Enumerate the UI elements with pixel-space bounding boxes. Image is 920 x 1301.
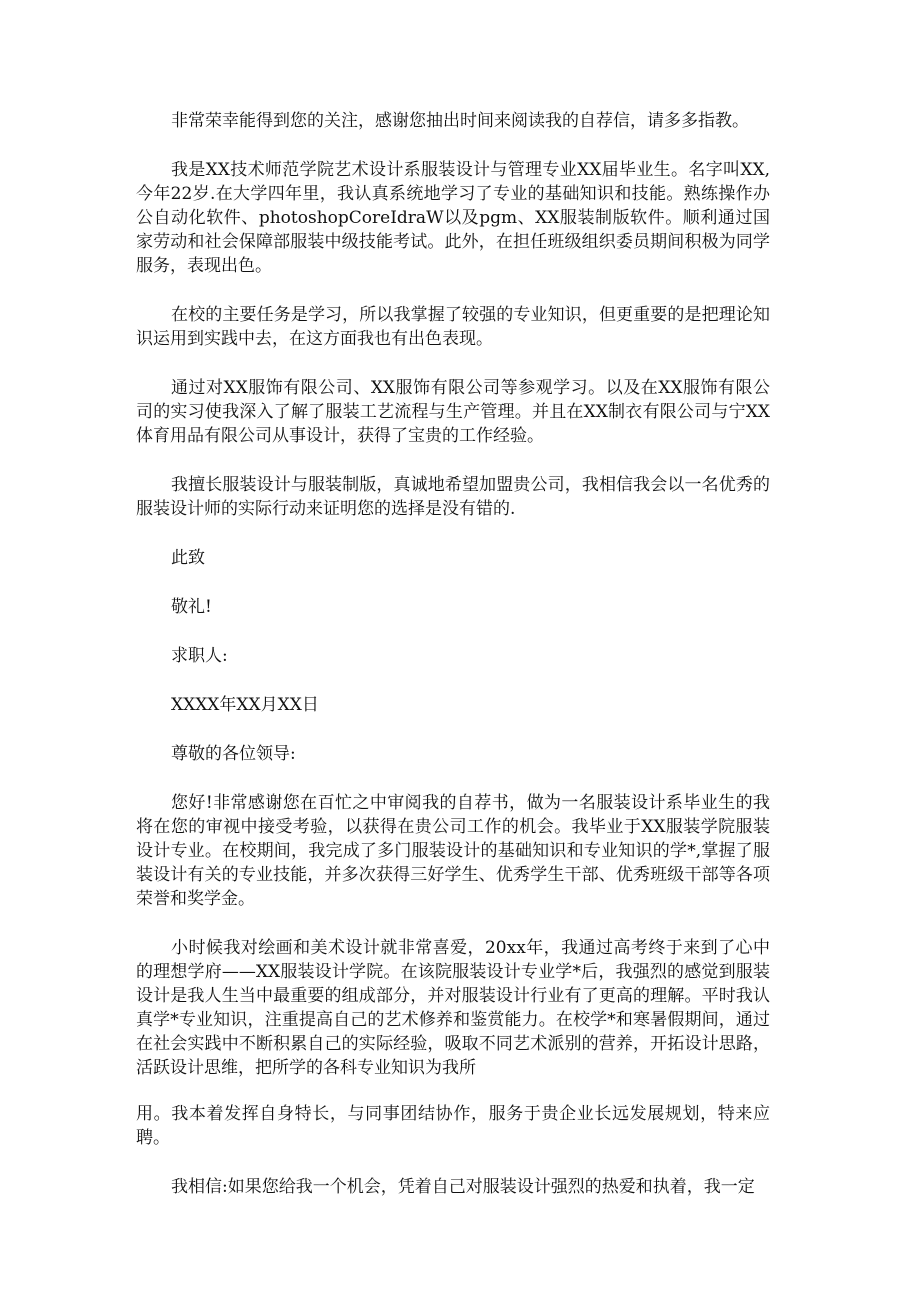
background-paragraph: 小时候我对绘画和美术设计就非常喜爱，20xx年，我通过高考终于来到了心中的理想学府——XX服装设计学院。在该院服装设计专业学*后，我强烈的感觉到服装设计是我人生当中最重要的组成部分，并对服装设计行业有了更高的理解。平时我认真学*专业知识，注重提高自己的艺术修养和鉴赏能力。在校学*和寒暑假期间，通过在社会实践中不断积累自己的实际经验，吸取不同艺术派别的营养，开拓设计思路，活跃设计思维，把所学的各科专业知识为我所: [136, 938, 770, 1078]
study-paragraph: 在校的主要任务是学习，所以我掌握了较强的专业知识，但更重要的是把理论知识运用到实践中去，在这方面我也有出色表现。: [136, 305, 770, 349]
opening-paragraph: 非常荣幸能得到您的关注，感谢您抽出时间来阅读我的自荐信，请多多指教。: [171, 111, 749, 131]
applicant-line: 求职人:: [171, 646, 228, 666]
closing-statement-paragraph: 我擅长服装设计与服装制版，真诚地希望加盟贵公司，我相信我会以一名优秀的服装设计师的实际行动来证明您的选择是没有错的.: [136, 475, 770, 519]
second-letter-intro-paragraph: 您好!非常感谢您在百忙之中审阅我的自荐书，做为一名服装设计系毕业生的我将在您的审视中接受考验，以获得在贵公司工作的机会。我毕业于XX服装学院服装设计专业。在校期间，我完成了多门服装设计的基础知识和专业知识的学*,掌握了服装设计有关的专业技能，并多次获得三好学生、优秀学生干部、优秀班级干部等各项荣誉和奖学金。: [136, 793, 770, 909]
introduction-paragraph: 我是XX技术师范学院艺术设计系服装设计与管理专业XX届毕业生。名字叫XX,今年22岁.在大学四年里，我认真系统地学习了专业的基础知识和技能。熟练操作办公自动化软件、photoshopCoreIdraW以及pgm、XX服装制版软件。顺利通过国家劳动和社会保障部服装中级技能考试。此外，在担任班级组织委员期间积极为同学服务，表现出色。: [136, 160, 770, 276]
date-line: XXXX年XX月XX日: [171, 695, 319, 715]
regards-line: 敬礼!: [171, 597, 212, 617]
continuation-paragraph: 用。我本着发挥自身特长，与同事团结协作，服务于贵企业长远发展规划，特来应聘。: [136, 1104, 770, 1148]
final-paragraph: 我相信:如果您给我一个机会，凭着自己对服装设计强烈的热爱和执着，我一定: [171, 1177, 755, 1197]
internship-paragraph: 通过对XX服饰有限公司、XX服饰有限公司等参观学习。以及在XX服饰有限公司的实习使我深入了解了服装工艺流程与生产管理。并且在XX制衣有限公司与宁XX体育用品有限公司从事设计，获得了宝贵的工作经验。: [136, 378, 770, 446]
salutation-line: 此致: [171, 548, 205, 568]
second-letter-greeting: 尊敬的各位领导:: [171, 744, 296, 764]
